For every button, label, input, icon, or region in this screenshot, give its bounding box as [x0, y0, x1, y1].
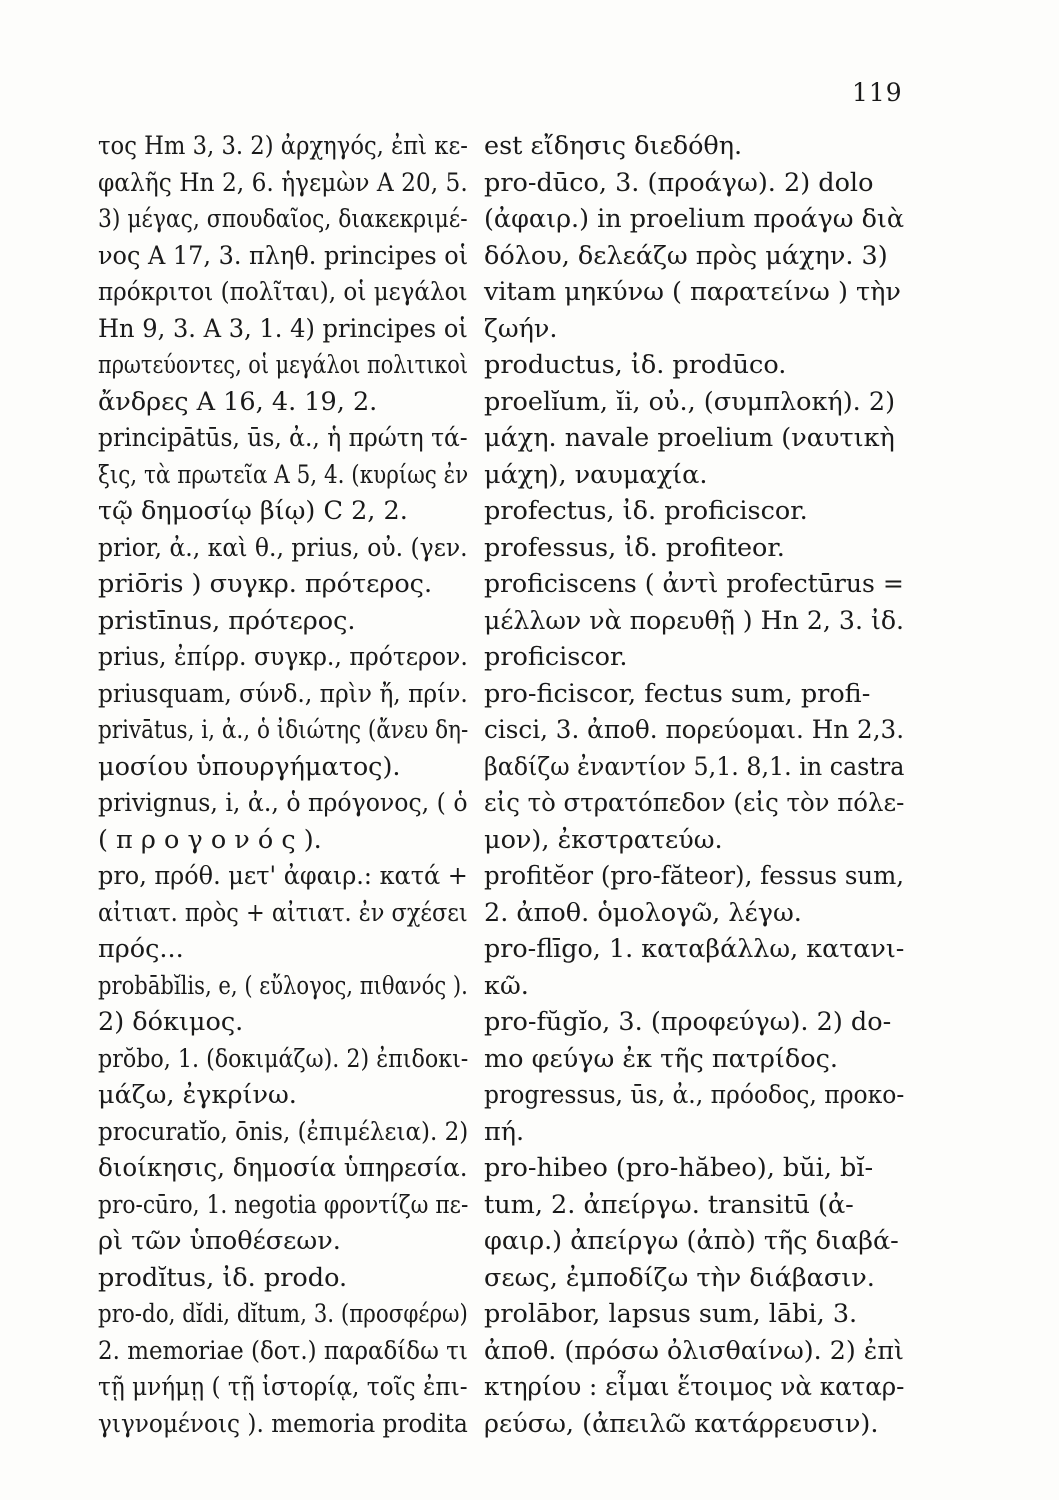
- dictionary-line: νος A 17, 3. πληθ. principes οἱ: [98, 240, 469, 271]
- dictionary-line: prodĭtus, ἰδ. prodo.: [98, 1262, 348, 1293]
- dictionary-line: ρεύσω, (ἀπειλῶ κατάρρευσιν).: [484, 1408, 879, 1439]
- dictionary-line: εἰς τὸ στρατόπεδον (εἰς τὸν πόλε-: [484, 788, 905, 818]
- dictionary-line: tum, 2. ἀπείργω. transitū (ἀ-: [484, 1189, 854, 1220]
- dictionary-line: Hn 9, 3. A 3, 1. 4) principes οἱ: [98, 313, 468, 344]
- left-column: [98, 128, 468, 1442]
- dictionary-line: 3) μέγας, σπουδαῖος, διακεκριμέ-: [98, 204, 468, 234]
- dictionary-line: pro-fŭgĭo, 3. (προφεύγω). 2) do-: [484, 1007, 892, 1037]
- dictionary-line: pro-do, dĭdi, dĭtum, 3. (προσφέρω): [98, 1299, 468, 1329]
- dictionary-line: ζωήν.: [484, 313, 558, 344]
- dictionary-line: τος Hm 3, 3. 2) ἀρχηγός, ἐπὶ κε-: [98, 131, 468, 161]
- dictionary-line: privignus, i, ἀ., ὁ πρόγονος, ( ὁ: [98, 788, 468, 818]
- dictionary-line: vitam μηκύνω ( παρατείνω ) τὴν: [484, 277, 901, 307]
- dictionary-line: profectus, ἰδ. proficiscor.: [484, 496, 808, 526]
- dictionary-line: ( π ρ ο γ ο ν ό ς ).: [98, 824, 322, 855]
- dictionary-line: proficiscor.: [484, 642, 628, 672]
- dictionary-line: cisci, 3. ἀποθ. πορεύομαι. Hn 2,3.: [484, 715, 905, 745]
- dictionary-line: κῶ.: [484, 970, 529, 1001]
- dictionary-line: ξις, τὰ πρωτεῖα A 5, 4. (κυρίως ἐν: [98, 459, 469, 490]
- dictionary-line: professus, ἰδ. profiteor.: [484, 532, 785, 563]
- dictionary-line: procuratĭo, ōnis, (ἐπιμέλεια). 2): [98, 1116, 469, 1147]
- dictionary-line: pro-ficiscor, fectus sum, profi-: [484, 678, 871, 709]
- dictionary-line: prŏbo, 1. (δοκιμάζω). 2) ἐπιδοκι-: [98, 1043, 469, 1074]
- dictionary-line: ἄνδρες A 16, 4. 19, 2.: [98, 386, 378, 417]
- dictionary-line: κτηρίου : εἶμαι ἕτοιμος νὰ καταρ-: [484, 1372, 905, 1402]
- dictionary-line: est εἴδησις διεδόθη.: [484, 131, 743, 161]
- dictionary-line: privātus, i, ἀ., ὁ ἰδιώτης (ἄνευ δη-: [98, 715, 469, 745]
- dictionary-line: σεως, ἐμποδίζω τὴν διάβασιν.: [484, 1262, 875, 1293]
- dictionary-line: principātūs, ūs, ἀ., ἡ πρώτη τά-: [98, 423, 468, 453]
- dictionary-line: profitĕor (pro-făteor), fessus sum,: [484, 861, 905, 891]
- dictionary-line: 2. ἀποθ. ὁμολογῶ, λέγω.: [484, 897, 802, 928]
- dictionary-line: μάχη. navale proelium (ναυτικὴ: [484, 423, 895, 453]
- dictionary-line: pro, πρόθ. μετ' ἀφαιρ.: κατά +: [98, 861, 468, 891]
- dictionary-line: mo φεύγω ἐκ τῆς πατρίδος.: [484, 1043, 839, 1074]
- dictionary-line: γιγνομένοις ). memoria prodita: [98, 1408, 468, 1439]
- dictionary-line: φαιρ.) ἀπείργω (ἀπὸ) τῆς διαβά-: [484, 1226, 899, 1256]
- dictionary-line: μοσίου ὑπουργήματος).: [98, 751, 401, 782]
- dictionary-line: (ἀφαιρ.) in proelium προάγω διὰ: [484, 204, 905, 234]
- dictionary-line: διοίκησις, δημοσία ὑπηρεσία.: [98, 1153, 468, 1183]
- dictionary-line: πρωτεύοντες, οἱ μεγάλοι πολιτικοὶ: [98, 350, 469, 380]
- dictionary-line: prior, ἀ., καὶ θ., prius, οὐ. (γεν.: [98, 532, 468, 563]
- dictionary-line: μάχη), ναυμαχία.: [484, 459, 708, 490]
- dictionary-line: 2) δόκιμος.: [98, 1007, 244, 1037]
- dictionary-line: prius, ἐπίρρ. συγκρ., πρότερον.: [98, 642, 468, 672]
- dictionary-line: productus, ἰδ. prodūco.: [484, 350, 787, 380]
- dictionary-line: pro-cūro, 1. negotia φροντίζω πε-: [98, 1189, 469, 1220]
- dictionary-line: μάζω, ἐγκρίνω.: [98, 1080, 297, 1110]
- dictionary-line: μέλλων νὰ πορευθῇ ) Hn 2, 3. ἰδ.: [484, 605, 905, 636]
- dictionary-line: πρόκριτοι (πολῖται), οἱ μεγάλοι: [98, 277, 468, 307]
- dictionary-line: 2. memoriae (δοτ.) παραδίδω τι: [98, 1335, 468, 1366]
- dictionary-line: μον), ἐκστρατεύω.: [484, 824, 723, 855]
- dictionary-line: δόλου, δελεάζω πρὸς μάχην. 3): [484, 240, 888, 271]
- dictionary-line: pro-hibeo (pro-hăbeo), bŭi, bĭ-: [484, 1153, 874, 1183]
- dictionary-line: πρός...: [98, 934, 184, 964]
- dictionary-line: priōris ) συγκρ. πρότερος.: [98, 569, 433, 599]
- dictionary-line: βαδίζω ἐναντίον 5,1. 8,1. in castra: [484, 751, 905, 782]
- dictionary-line: priusquam, σύνδ., πρὶν ἤ, πρίν.: [98, 678, 468, 709]
- right-column: [484, 128, 904, 1442]
- dictionary-line: pro-dūco, 3. (προάγω). 2) dolo: [484, 167, 874, 198]
- dictionary-line: proficiscens ( ἀντὶ profectūrus =: [484, 569, 904, 599]
- dictionary-line: τῷ δημοσίῳ βίῳ) C 2, 2.: [98, 496, 408, 526]
- dictionary-line: φαλῆς Hn 2, 6. ἡγεμὼν A 20, 5.: [98, 167, 468, 198]
- dictionary-line: pristīnus, πρότερος.: [98, 605, 356, 636]
- dictionary-line: proelĭum, ĭi, οὐ., (συμπλοκή). 2): [484, 386, 896, 417]
- dictionary-line: ρὶ τῶν ὑποθέσεων.: [98, 1226, 341, 1256]
- dictionary-line: prolābor, lapsus sum, lābi, 3.: [484, 1299, 858, 1329]
- dictionary-line: pro-flīgo, 1. καταβάλλω, κατανι-: [484, 934, 905, 964]
- dictionary-line: αἰτιατ. πρὸς + αἰτιατ. ἐν σχέσει: [98, 897, 468, 928]
- dictionary-line: progressus, ūs, ἀ., πρόοδος, προκο-: [484, 1080, 905, 1110]
- dictionary-line: probābĭlis, e, ( εὔλογος, πιθανός ).: [98, 970, 468, 1001]
- dictionary-line: τῇ μνήμῃ ( τῇ ἱστορίᾳ, τοῖς ἐπι-: [98, 1372, 468, 1402]
- dictionary-line: πή.: [484, 1116, 525, 1147]
- dictionary-line: ἀποθ. (πρόσω ὀλισθαίνω). 2) ἐπὶ: [484, 1335, 904, 1366]
- page-number: 119: [852, 78, 903, 107]
